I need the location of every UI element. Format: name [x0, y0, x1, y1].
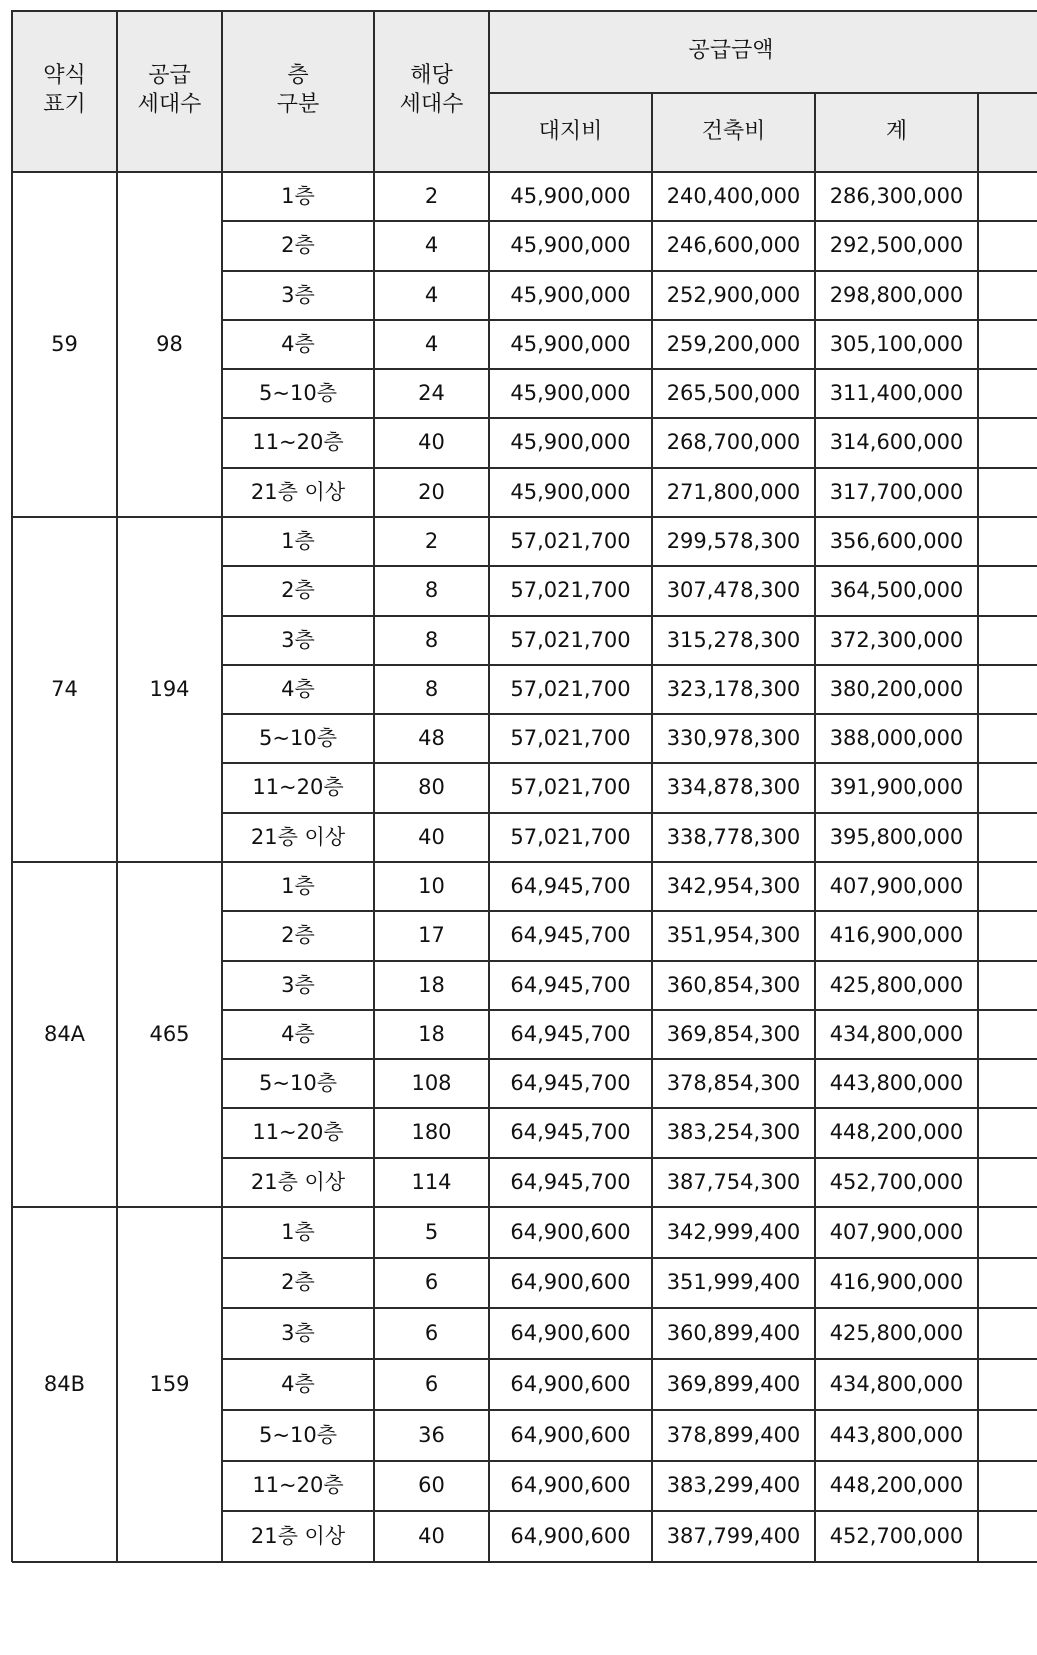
row-divider — [222, 1307, 1037, 1309]
building-cost-cell: 265,500,000 — [666, 381, 801, 406]
row-divider — [222, 1157, 1037, 1159]
row-divider — [222, 910, 1037, 912]
land-cost-cell: 57,021,700 — [510, 676, 631, 701]
row-divider — [222, 1058, 1037, 1060]
total-cost-cell: 452,700,000 — [829, 1169, 964, 1194]
land-cost-cell: 45,900,000 — [510, 331, 631, 356]
total-cost-cell: 443,800,000 — [829, 1422, 964, 1447]
header-mid-border — [489, 92, 1037, 94]
column-divider — [373, 10, 375, 1562]
row-divider — [222, 467, 1037, 469]
header-bottom-border — [12, 171, 1037, 173]
land-cost-cell: 64,945,700 — [510, 1120, 631, 1145]
row-divider — [222, 417, 1037, 419]
building-cost-cell: 334,878,300 — [666, 775, 801, 800]
header-top-border — [12, 10, 1037, 12]
building-cost-cell: 360,854,300 — [666, 972, 801, 997]
column-divider — [221, 10, 223, 1562]
total-cost-cell: 364,500,000 — [829, 578, 964, 603]
land-cost-cell: 45,900,000 — [510, 430, 631, 455]
total-cost-cell: 416,900,000 — [829, 1270, 964, 1295]
building-cost-cell: 360,899,400 — [666, 1321, 801, 1346]
row-divider — [222, 762, 1037, 764]
units-cell: 36 — [418, 1422, 445, 1447]
group-supply-units: 98 — [156, 331, 183, 356]
floor-cell: 3층 — [281, 627, 315, 652]
total-cost-cell: 407,900,000 — [829, 873, 964, 898]
units-cell: 40 — [418, 430, 445, 455]
land-cost-cell: 64,945,700 — [510, 972, 631, 997]
building-cost-cell: 378,899,400 — [666, 1422, 801, 1447]
group-abbr: 74 — [51, 676, 78, 701]
units-cell: 2 — [424, 528, 439, 553]
units-cell: 80 — [418, 775, 445, 800]
floor-cell: 1층 — [281, 873, 315, 898]
units-cell: 4 — [424, 233, 439, 258]
floor-cell: 11~20층 — [252, 1120, 344, 1145]
floor-cell: 5~10층 — [259, 1422, 337, 1447]
total-cost-cell: 356,600,000 — [829, 528, 964, 553]
units-cell: 24 — [418, 381, 445, 406]
floor-cell: 21층 이상 — [250, 824, 346, 849]
building-cost-cell: 383,254,300 — [666, 1120, 801, 1145]
land-cost-cell: 64,900,600 — [510, 1270, 631, 1295]
units-cell: 180 — [411, 1120, 452, 1145]
land-cost-cell: 57,021,700 — [510, 578, 631, 603]
units-cell: 6 — [424, 1371, 439, 1396]
floor-cell: 3층 — [281, 1321, 315, 1346]
building-cost-cell: 268,700,000 — [666, 430, 801, 455]
total-cost-cell: 305,100,000 — [829, 331, 964, 356]
units-cell: 40 — [418, 824, 445, 849]
total-cost-cell: 292,500,000 — [829, 233, 964, 258]
total-cost-cell: 395,800,000 — [829, 824, 964, 849]
floor-cell: 2층 — [281, 923, 315, 948]
land-cost-cell: 45,900,000 — [510, 282, 631, 307]
group-abbr: 84A — [43, 1021, 86, 1046]
units-cell: 10 — [418, 873, 445, 898]
land-cost-cell: 64,900,600 — [510, 1473, 631, 1498]
group-divider — [12, 1561, 1037, 1563]
total-cost-cell: 391,900,000 — [829, 775, 964, 800]
total-cost-cell: 372,300,000 — [829, 627, 964, 652]
land-cost-cell: 57,021,700 — [510, 775, 631, 800]
group-abbr: 59 — [51, 331, 78, 356]
floor-cell: 11~20층 — [252, 1473, 344, 1498]
floor-cell: 5~10층 — [259, 1071, 337, 1096]
floor-cell: 11~20층 — [252, 775, 344, 800]
total-cost-cell: 434,800,000 — [829, 1371, 964, 1396]
total-cost-cell: 425,800,000 — [829, 1321, 964, 1346]
total-cost-cell: 416,900,000 — [829, 923, 964, 948]
header-floor-group: 층 구분 — [222, 10, 374, 172]
land-cost-cell: 64,945,700 — [510, 1021, 631, 1046]
column-divider — [11, 10, 13, 1562]
row-divider — [222, 713, 1037, 715]
building-cost-cell: 351,999,400 — [666, 1270, 801, 1295]
building-cost-cell: 351,954,300 — [666, 923, 801, 948]
header-units: 해당 세대수 — [374, 10, 489, 172]
row-divider — [222, 220, 1037, 222]
floor-cell: 4층 — [281, 331, 315, 356]
floor-cell: 4층 — [281, 1371, 315, 1396]
total-cost-cell: 443,800,000 — [829, 1071, 964, 1096]
units-cell: 18 — [418, 972, 445, 997]
building-cost-cell: 240,400,000 — [666, 183, 801, 208]
building-cost-cell: 330,978,300 — [666, 726, 801, 751]
header-building: 건축비 — [652, 92, 815, 172]
land-cost-cell: 64,900,600 — [510, 1422, 631, 1447]
header-abbr: 약식 표기 — [12, 10, 117, 172]
floor-cell: 2층 — [281, 1270, 315, 1295]
units-cell: 8 — [424, 627, 439, 652]
units-cell: 17 — [418, 923, 445, 948]
column-divider — [651, 92, 653, 1562]
row-divider — [222, 1107, 1037, 1109]
header-extra — [978, 92, 1037, 172]
units-cell: 2 — [424, 183, 439, 208]
building-cost-cell: 342,999,400 — [666, 1219, 801, 1244]
row-divider — [222, 960, 1037, 962]
building-cost-cell: 252,900,000 — [666, 282, 801, 307]
total-cost-cell: 314,600,000 — [829, 430, 964, 455]
building-cost-cell: 299,578,300 — [666, 528, 801, 553]
building-cost-cell: 387,754,300 — [666, 1169, 801, 1194]
units-cell: 5 — [424, 1219, 439, 1244]
floor-cell: 11~20층 — [252, 430, 344, 455]
building-cost-cell: 338,778,300 — [666, 824, 801, 849]
header-price-group: 공급금액 — [489, 10, 1037, 92]
floor-cell: 3층 — [281, 282, 315, 307]
header-land: 대지비 — [489, 92, 652, 172]
building-cost-cell: 342,954,300 — [666, 873, 801, 898]
column-divider — [116, 10, 118, 1562]
floor-cell: 21층 이상 — [250, 1169, 346, 1194]
building-cost-cell: 246,600,000 — [666, 233, 801, 258]
units-cell: 6 — [424, 1270, 439, 1295]
land-cost-cell: 64,900,600 — [510, 1321, 631, 1346]
land-cost-cell: 57,021,700 — [510, 824, 631, 849]
floor-cell: 5~10층 — [259, 726, 337, 751]
row-divider — [222, 1009, 1037, 1011]
total-cost-cell: 452,700,000 — [829, 1523, 964, 1548]
units-cell: 60 — [418, 1473, 445, 1498]
land-cost-cell: 45,900,000 — [510, 233, 631, 258]
total-cost-cell: 448,200,000 — [829, 1120, 964, 1145]
units-cell: 8 — [424, 676, 439, 701]
land-cost-cell: 64,945,700 — [510, 923, 631, 948]
building-cost-cell: 259,200,000 — [666, 331, 801, 356]
floor-cell: 2층 — [281, 233, 315, 258]
row-divider — [222, 1409, 1037, 1411]
total-cost-cell: 380,200,000 — [829, 676, 964, 701]
building-cost-cell: 387,799,400 — [666, 1523, 801, 1548]
units-cell: 18 — [418, 1021, 445, 1046]
row-divider — [222, 812, 1037, 814]
total-cost-cell: 286,300,000 — [829, 183, 964, 208]
land-cost-cell: 64,945,700 — [510, 873, 631, 898]
building-cost-cell: 369,899,400 — [666, 1371, 801, 1396]
row-divider — [222, 1257, 1037, 1259]
group-supply-units: 194 — [149, 676, 190, 701]
column-divider — [977, 92, 979, 1562]
total-cost-cell: 407,900,000 — [829, 1219, 964, 1244]
building-cost-cell: 383,299,400 — [666, 1473, 801, 1498]
building-cost-cell: 378,854,300 — [666, 1071, 801, 1096]
units-cell: 40 — [418, 1523, 445, 1548]
total-cost-cell: 311,400,000 — [829, 381, 964, 406]
building-cost-cell: 369,854,300 — [666, 1021, 801, 1046]
group-supply-units: 159 — [149, 1371, 190, 1396]
units-cell: 6 — [424, 1321, 439, 1346]
row-divider — [222, 615, 1037, 617]
row-divider — [222, 368, 1037, 370]
floor-cell: 4층 — [281, 676, 315, 701]
land-cost-cell: 45,900,000 — [510, 479, 631, 504]
total-cost-cell: 388,000,000 — [829, 726, 964, 751]
column-divider — [814, 92, 816, 1562]
floor-cell: 21층 이상 — [250, 1523, 346, 1548]
header-total: 계 — [815, 92, 978, 172]
units-cell: 8 — [424, 578, 439, 603]
units-cell: 4 — [424, 282, 439, 307]
land-cost-cell: 57,021,700 — [510, 726, 631, 751]
land-cost-cell: 57,021,700 — [510, 627, 631, 652]
row-divider — [222, 319, 1037, 321]
floor-cell: 3층 — [281, 972, 315, 997]
row-divider — [222, 1510, 1037, 1512]
land-cost-cell: 64,900,600 — [510, 1219, 631, 1244]
units-cell: 114 — [411, 1169, 452, 1194]
floor-cell: 5~10층 — [259, 381, 337, 406]
floor-cell: 2층 — [281, 578, 315, 603]
row-divider — [222, 565, 1037, 567]
floor-cell: 1층 — [281, 528, 315, 553]
units-cell: 108 — [411, 1071, 452, 1096]
land-cost-cell: 57,021,700 — [510, 528, 631, 553]
total-cost-cell: 434,800,000 — [829, 1021, 964, 1046]
column-divider — [488, 10, 490, 1562]
row-divider — [222, 1358, 1037, 1360]
floor-cell: 21층 이상 — [250, 479, 346, 504]
land-cost-cell: 64,900,600 — [510, 1523, 631, 1548]
units-cell: 4 — [424, 331, 439, 356]
building-cost-cell: 323,178,300 — [666, 676, 801, 701]
building-cost-cell: 307,478,300 — [666, 578, 801, 603]
total-cost-cell: 448,200,000 — [829, 1473, 964, 1498]
units-cell: 20 — [418, 479, 445, 504]
floor-cell: 1층 — [281, 1219, 315, 1244]
land-cost-cell: 45,900,000 — [510, 183, 631, 208]
header-supply-units: 공급 세대수 — [117, 10, 222, 172]
total-cost-cell: 298,800,000 — [829, 282, 964, 307]
building-cost-cell: 271,800,000 — [666, 479, 801, 504]
building-cost-cell: 315,278,300 — [666, 627, 801, 652]
floor-cell: 4층 — [281, 1021, 315, 1046]
row-divider — [222, 270, 1037, 272]
row-divider — [222, 664, 1037, 666]
units-cell: 48 — [418, 726, 445, 751]
group-abbr: 84B — [43, 1371, 86, 1396]
land-cost-cell: 45,900,000 — [510, 381, 631, 406]
land-cost-cell: 64,945,700 — [510, 1071, 631, 1096]
total-cost-cell: 317,700,000 — [829, 479, 964, 504]
land-cost-cell: 64,945,700 — [510, 1169, 631, 1194]
row-divider — [222, 1460, 1037, 1462]
group-supply-units: 465 — [149, 1021, 190, 1046]
floor-cell: 1층 — [281, 183, 315, 208]
land-cost-cell: 64,900,600 — [510, 1371, 631, 1396]
total-cost-cell: 425,800,000 — [829, 972, 964, 997]
